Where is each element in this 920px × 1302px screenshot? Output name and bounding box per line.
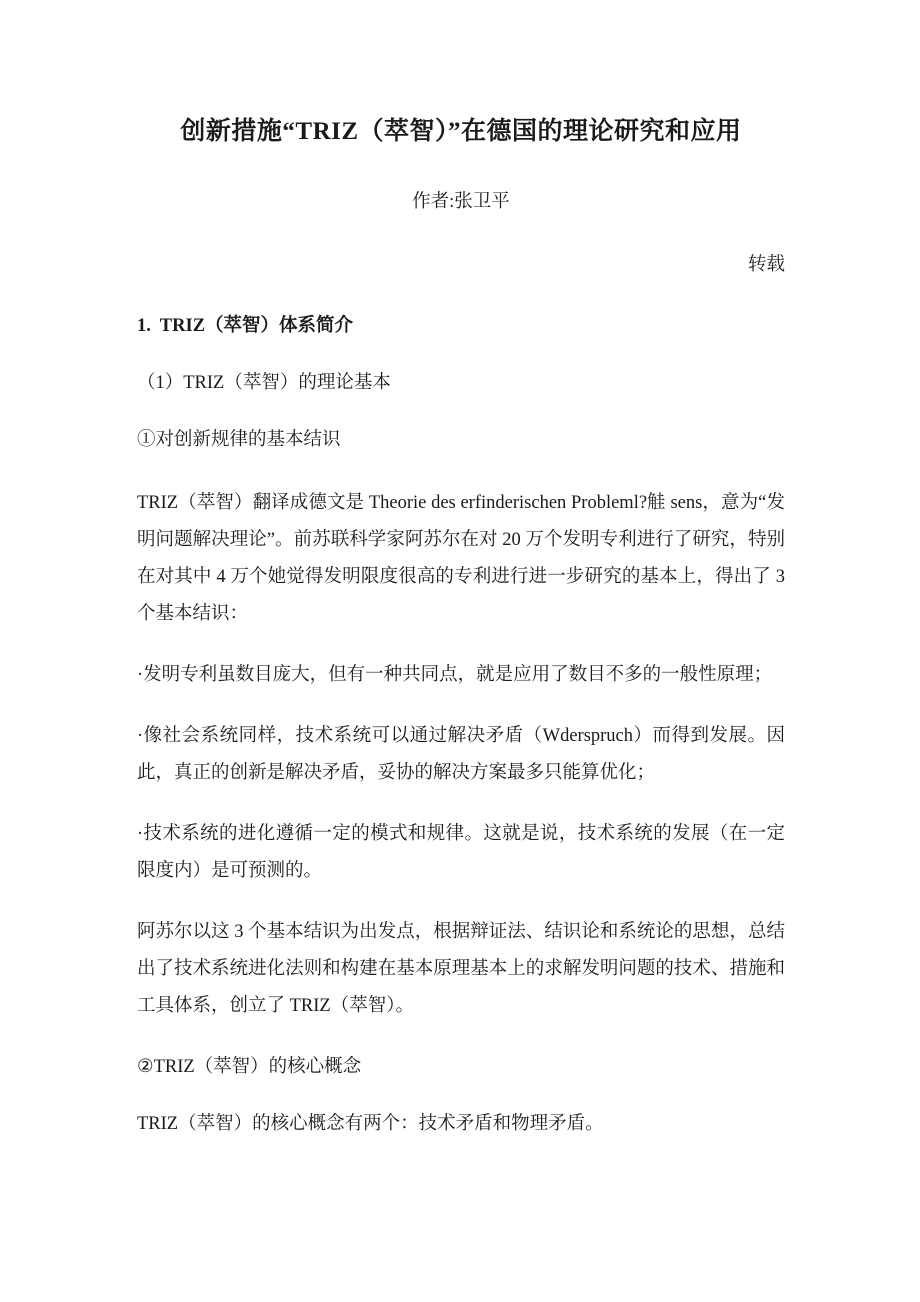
bullet-item-general-principles: ·发明专利虽数目庞大，但有一种共同点，就是应用了数目不多的一般性原理； (137, 665, 773, 685)
paragraph-core-concepts: TRIZ（萃智）的核心概念有两个：技术矛盾和物理矛盾。 (137, 1114, 604, 1134)
sub-heading-innovation-rules: ①对创新规律的基本结识 (137, 430, 341, 450)
bullet-item-evolution-patterns: ·技术系统的进化遵循一定的模式和规律。这就是说，技术系统的发展（在一定限度内）是可预测的。 (137, 824, 785, 881)
sub-heading-theory-basis: （1）TRIZ（萃智）的理论基本 (137, 373, 391, 393)
sub-heading-core-concepts: ②TRIZ（萃智）的核心概念 (137, 1057, 362, 1077)
document-title: 创新措施“TRIZ（萃智）”在德国的理论研究和应用 (180, 118, 742, 145)
repost-label: 转载 (747, 255, 785, 275)
paragraph-summary: 阿苏尔以这 3 个基本结识为出发点，根据辩证法、结识论和系统论的思想，总结出了技术系统进化法则和构建在基本原理基本上的求解发明问题的技术、措施和工具体系，创立了 TRIZ（萃智）。 (137, 922, 785, 1016)
author-line: 作者:张卫平 (412, 192, 510, 212)
bullet-item-contradiction: ·像社会系统同样，技术系统可以通过解决矛盾（Wderspruch）而得到发展。因此，真正的创新是解决矛盾，妥协的解决方案最多只能算优化； (137, 726, 785, 783)
section-heading-triz-intro: 1. TRIZ（萃智）体系简介 (137, 316, 354, 336)
paragraph-intro: TRIZ（萃智）翻译成德文是 Theorie des erfinderischen Probleml?觟 sens，意为“发明问题解决理论”。前苏联科学家阿苏尔在对 20 万个发明专利进行了研究，特别在对其中 4 万个她觉得发明限度很高的专利进行进一步研究的基本上，得出了 3 个基本结识： (137, 493, 785, 624)
